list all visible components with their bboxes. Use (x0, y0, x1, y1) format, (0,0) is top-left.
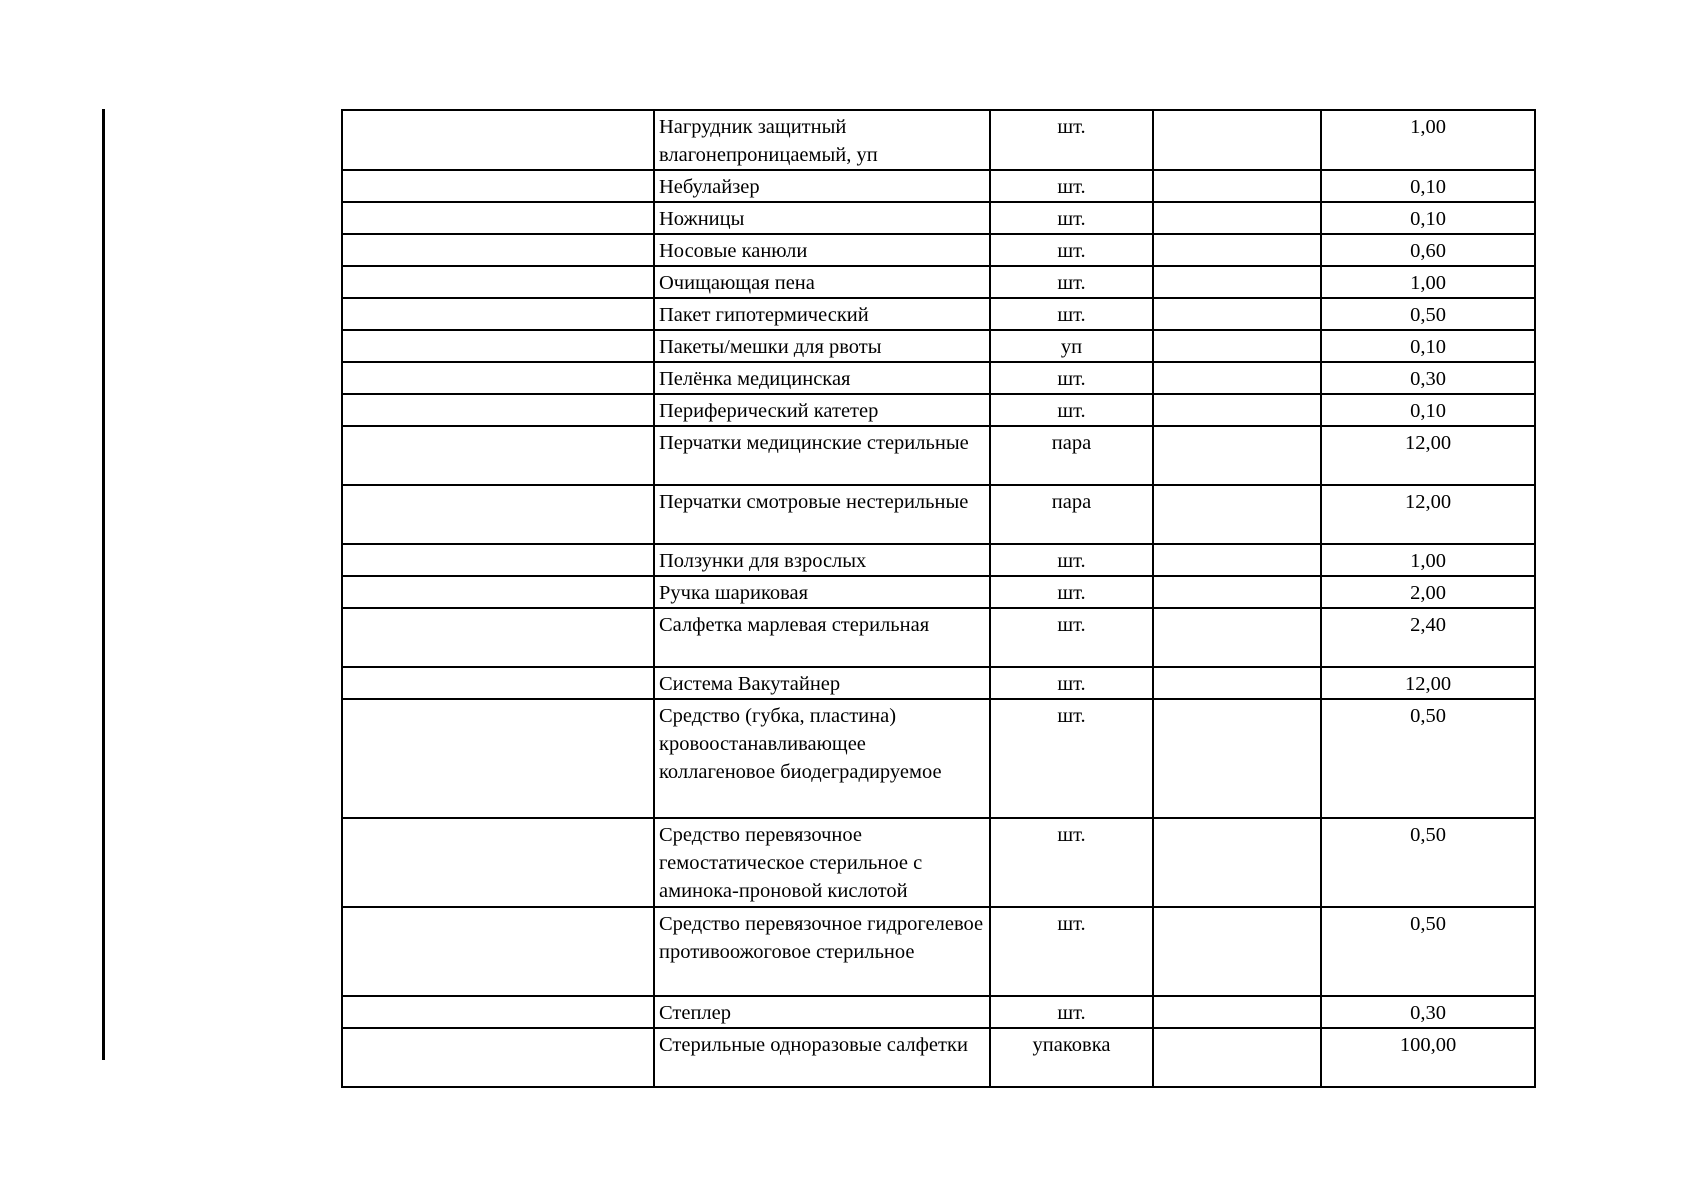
empty-cell (1153, 426, 1321, 485)
unit-cell: пара (990, 485, 1153, 544)
empty-cell (342, 202, 654, 234)
item-name-cell: Пелёнка медицинская (654, 362, 990, 394)
page-margin-line (102, 109, 105, 1060)
unit-cell: шт. (990, 576, 1153, 608)
empty-cell (342, 576, 654, 608)
item-name-cell: Пакет гипотермический (654, 298, 990, 330)
table-row (342, 576, 1535, 608)
empty-cell (342, 394, 654, 426)
empty-cell (342, 608, 654, 667)
empty-cell (342, 907, 654, 996)
item-name-cell: Носовые канюли (654, 234, 990, 266)
unit-cell: шт. (990, 544, 1153, 576)
empty-cell (342, 485, 654, 544)
quantity-cell: 2,00 (1321, 576, 1535, 608)
table-row (342, 426, 1535, 485)
empty-cell (342, 110, 654, 170)
empty-cell (1153, 996, 1321, 1028)
empty-cell (342, 426, 654, 485)
empty-cell (342, 699, 654, 818)
table-row (342, 170, 1535, 202)
quantity-cell: 0,30 (1321, 996, 1535, 1028)
supplies-table (341, 109, 1536, 1088)
table-row (342, 1028, 1535, 1087)
quantity-cell: 12,00 (1321, 667, 1535, 699)
item-name-cell: Ножницы (654, 202, 990, 234)
unit-cell: шт. (990, 234, 1153, 266)
table-row (342, 544, 1535, 576)
empty-cell (1153, 202, 1321, 234)
empty-cell (342, 234, 654, 266)
item-name-cell: Ручка шариковая (654, 576, 990, 608)
empty-cell (1153, 544, 1321, 576)
empty-cell (1153, 362, 1321, 394)
quantity-cell: 0,50 (1321, 298, 1535, 330)
quantity-cell: 0,50 (1321, 818, 1535, 907)
unit-cell: шт. (990, 608, 1153, 667)
unit-cell: шт. (990, 667, 1153, 699)
empty-cell (342, 818, 654, 907)
unit-cell: уп (990, 330, 1153, 362)
table-row (342, 202, 1535, 234)
empty-cell (1153, 699, 1321, 818)
empty-cell (342, 996, 654, 1028)
empty-cell (1153, 298, 1321, 330)
quantity-cell: 100,00 (1321, 1028, 1535, 1087)
item-name-cell: Средство (губка, пластина) кровоостанавливающее коллагеновое биодеградируемое (654, 699, 990, 818)
unit-cell: шт. (990, 996, 1153, 1028)
item-name-cell: Стерильные одноразовые салфетки (654, 1028, 990, 1087)
empty-cell (342, 298, 654, 330)
empty-cell (342, 362, 654, 394)
item-name-cell: Небулайзер (654, 170, 990, 202)
table-row (342, 818, 1535, 907)
unit-cell: шт. (990, 298, 1153, 330)
quantity-cell: 2,40 (1321, 608, 1535, 667)
item-name-cell: Периферический катетер (654, 394, 990, 426)
empty-cell (1153, 608, 1321, 667)
quantity-cell: 0,50 (1321, 907, 1535, 996)
table-row (342, 667, 1535, 699)
quantity-cell: 0,10 (1321, 394, 1535, 426)
unit-cell: шт. (990, 699, 1153, 818)
unit-cell: шт. (990, 907, 1153, 996)
quantity-cell: 1,00 (1321, 110, 1535, 170)
table-row (342, 699, 1535, 818)
quantity-cell: 0,10 (1321, 170, 1535, 202)
empty-cell (1153, 667, 1321, 699)
empty-cell (342, 170, 654, 202)
empty-cell (342, 544, 654, 576)
unit-cell: шт. (990, 394, 1153, 426)
unit-cell: шт. (990, 202, 1153, 234)
unit-cell: шт. (990, 110, 1153, 170)
empty-cell (342, 1028, 654, 1087)
empty-cell (1153, 818, 1321, 907)
quantity-cell: 12,00 (1321, 426, 1535, 485)
item-name-cell: Ползунки для взрослых (654, 544, 990, 576)
table-row (342, 394, 1535, 426)
table-row (342, 266, 1535, 298)
unit-cell: пара (990, 426, 1153, 485)
table-row (342, 234, 1535, 266)
empty-cell (1153, 1028, 1321, 1087)
item-name-cell: Очищающая пена (654, 266, 990, 298)
item-name-cell: Средство перевязочное гемостатическое стерильное с аминока-проновой кислотой (654, 818, 990, 907)
item-name-cell: Система Вакутайнер (654, 667, 990, 699)
table-row (342, 330, 1535, 362)
table-row (342, 485, 1535, 544)
table-row (342, 996, 1535, 1028)
quantity-cell: 0,60 (1321, 234, 1535, 266)
empty-cell (1153, 485, 1321, 544)
empty-cell (1153, 394, 1321, 426)
table-row (342, 907, 1535, 996)
empty-cell (342, 667, 654, 699)
quantity-cell: 0,10 (1321, 330, 1535, 362)
quantity-cell: 0,30 (1321, 362, 1535, 394)
unit-cell: упаковка (990, 1028, 1153, 1087)
empty-cell (1153, 576, 1321, 608)
empty-cell (1153, 170, 1321, 202)
empty-cell (1153, 266, 1321, 298)
unit-cell: шт. (990, 362, 1153, 394)
table-row (342, 362, 1535, 394)
empty-cell (1153, 907, 1321, 996)
quantity-cell: 12,00 (1321, 485, 1535, 544)
empty-cell (342, 330, 654, 362)
unit-cell: шт. (990, 170, 1153, 202)
quantity-cell: 1,00 (1321, 544, 1535, 576)
quantity-cell: 0,50 (1321, 699, 1535, 818)
empty-cell (342, 266, 654, 298)
table-row (342, 110, 1535, 170)
empty-cell (1153, 330, 1321, 362)
unit-cell: шт. (990, 266, 1153, 298)
unit-cell: шт. (990, 818, 1153, 907)
item-name-cell: Перчатки медицинские стерильные (654, 426, 990, 485)
table-row (342, 608, 1535, 667)
item-name-cell: Средство перевязочное гидрогелевое противоожоговое стерильное (654, 907, 990, 996)
item-name-cell: Нагрудник защитный влагонепроницаемый, уп (654, 110, 990, 170)
table-row (342, 298, 1535, 330)
item-name-cell: Перчатки смотровые нестерильные (654, 485, 990, 544)
empty-cell (1153, 110, 1321, 170)
quantity-cell: 1,00 (1321, 266, 1535, 298)
item-name-cell: Степлер (654, 996, 990, 1028)
item-name-cell: Пакеты/мешки для рвоты (654, 330, 990, 362)
quantity-cell: 0,10 (1321, 202, 1535, 234)
item-name-cell: Салфетка марлевая стерильная (654, 608, 990, 667)
empty-cell (1153, 234, 1321, 266)
